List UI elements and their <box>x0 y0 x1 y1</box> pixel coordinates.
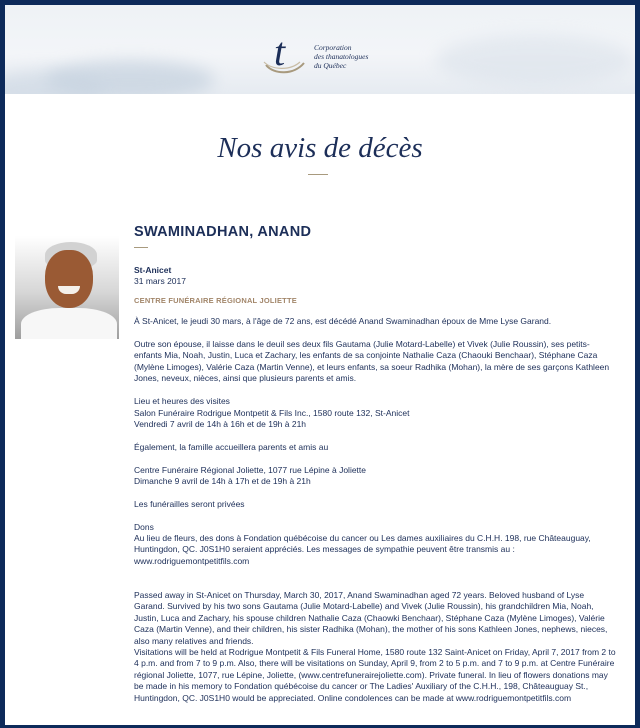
header-banner <box>5 5 635 94</box>
notice-paragraph: Dons <box>134 522 154 532</box>
notice-date: 31 mars 2017 <box>134 276 186 286</box>
org-name-line: des thanatologues <box>314 52 369 61</box>
org-name-line: Corporation <box>314 43 352 52</box>
page-title: Nos avis de décès <box>217 132 423 164</box>
notice-paragraph: Salon Funéraire Rodrigue Montpetit & Fils Inc., 1580 route 132, St-Anicet <box>134 408 410 418</box>
notice-paragraph: Lieu et heures des visites <box>134 396 230 406</box>
corporation-logo-icon[interactable] <box>260 29 310 77</box>
logo-letter: t <box>274 29 286 74</box>
notice-paragraph: Centre Funéraire Régional Joliette, 1077 rue Lépine à Joliette <box>134 465 367 475</box>
cloud-decoration <box>435 35 635 85</box>
title-divider <box>308 174 328 175</box>
notice-paragraph-en: Visitations will be held at Rodrigue Montpetit & Fils Funeral Home, 1580 route 132 Saint-Anicet on Friday, April 7, 2017 from 2 to 4 p.m. and from 7 to 9 p.m. Also, there will be visitations on Sunday, April 9, from 2 to 5 p.m. and 7 to 9 p.m. at Centre Funéraire régional Joliette, 1077, rue Lépine, Joliette, (www.centrefunerairejoliette.com). Private funeral. In lieu of flowers donations may be made in his memory to Fondation québécoise du cancer or The Ladies' Auxiliary of the C.H.H., 198, Châteauguay St., Huntingdon, QC. J0S1H0 would be appreciated. Online condolences can be made at www.rodriguemontpetitfils.com <box>134 647 616 703</box>
funeral-home-link[interactable]: CENTRE FUNÉRAIRE RÉGIONAL JOLIETTE <box>134 296 297 305</box>
notice-paragraph: Dimanche 9 avril de 14h à 17h et de 19h à 21h <box>134 476 311 486</box>
notice-paragraph: Vendredi 7 avril de 14h à 16h et de 19h à 21h <box>134 419 307 429</box>
notice-paragraph: Les funérailles seront privées <box>134 499 245 509</box>
photo-face <box>45 250 93 308</box>
page-frame <box>5 5 635 725</box>
notice-place: St-Anicet <box>134 265 172 275</box>
notice-paragraph: Également, la famille accueillera parents et amis au <box>134 442 329 452</box>
deceased-photo <box>15 236 119 339</box>
notice-paragraph: Outre son épouse, il laisse dans le deuil ses deux fils Gautama (Julie Motard-Labelle) et Vivek (Julie Roussin), ses petits-enfants Mia, Noah, Justin, Luca et Zachary, les enfants de sa conjointe Nathalie Caza (Chaouki Benchaar), Stéphane Caza (Mylène Limoges), Valérie Caza (Martin Venne), et leurs enfants, sa soeur Radhika (Mohan), la mère de ses garçons Kathleen Jones, neveux, nièces, ainsi que plusieurs parents et amis. <box>134 339 610 384</box>
notice-paragraph: Au lieu de fleurs, des dons à Fondation québécoise du cancer ou Les dames auxiliaires du C.H.H. 198, rue Châteauguay, Huntingdon, QC. J0S1H0 seraient appréciés. Les messages de sympathie peuvent être transmis au : www.rodriguemontpetitfils.com <box>134 533 591 566</box>
notice-paragraph-en: Passed away in St-Anicet on Thursday, March 30, 2017, Anand Swaminadhan aged 72 years. Beloved husband of Lyse Garand. Survived by his two sons Gautama (Julie Motard-Labelle) and Vivek (Julie Roussin), his grandchildren Mia, Noah, Justin, Luca and Zachary, his spouse children Nathalie Caza (Chaowki Benchaar), Stéphane Caza (Mylène Limoges), Valérie Caza (Martin Venne), and their children, his sister Radhika (Mohan), the mother of his sons Kathleen Jones, nephews, nieces, also many relatives and friends. <box>134 590 608 646</box>
name-divider <box>134 247 148 248</box>
notice-paragraph: À St-Anicet, le jeudi 30 mars, à l'âge de 72 ans, est décédé Anand Swaminadhan époux de Mme Lyse Garand. <box>134 316 552 326</box>
photo-shirt <box>21 308 117 339</box>
org-name-line: du Québec <box>314 61 347 70</box>
deceased-name: SWAMINADHAN, ANAND <box>134 224 312 240</box>
organization-name <box>314 43 434 70</box>
